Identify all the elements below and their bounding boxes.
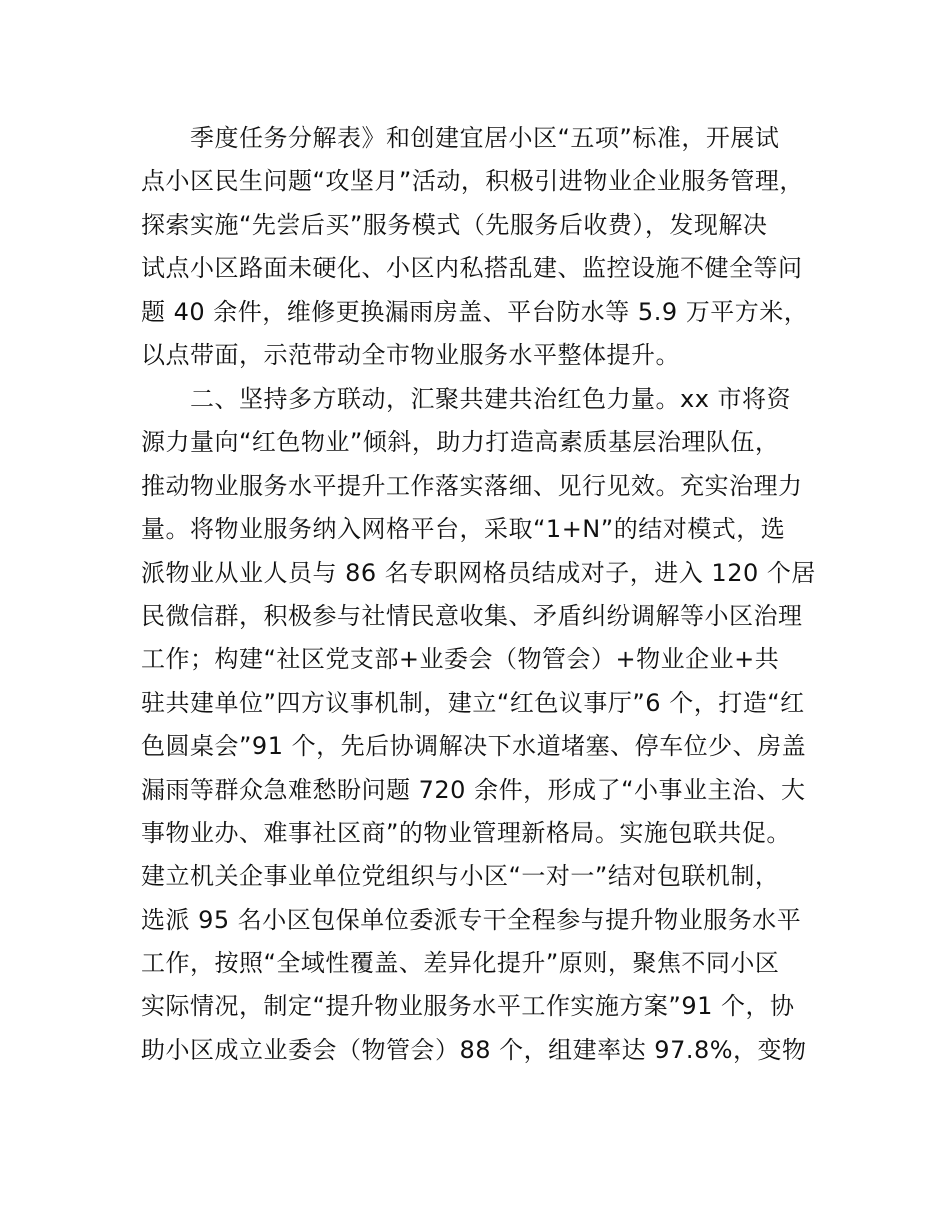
text-line: 工作；构建“社区党支部+业委会（物管会）+物业企业+共 [141,645,780,674]
text-line: 以点带面，示范带动全市物业服务水平整体提升。 [141,340,680,369]
text-line: 探索实施“先尝后买”服务模式（先服务后收费），发现解决 [141,210,768,239]
text-line: 源力量向“红色物业”倾斜，助力打造高素质基层治理队伍， [141,428,780,457]
text-line: 题 40 余件，维修更换漏雨房盖、平台防水等 5.9 万平方米， [141,297,809,326]
text-line: 推动物业服务水平提升工作落实落细、见行见效。充实治理力 [141,471,803,500]
text-line: 季度任务分解表》和创建宜居小区“五项”标准，开展试 [141,124,780,152]
text-line: 二、坚持多方联动，汇聚共建共治红色力量。xx 市将资 [141,385,792,413]
text-line: 驻共建单位”四方议事机制，建立“红色议事厅”6 个，打造“红 [141,688,805,717]
text-line: 事物业办、难事社区商”的物业管理新格局。实施包联共促。 [141,818,791,847]
text-line: 选派 95 名小区包保单位委派专干全程参与提升物业服务水平 [141,905,802,934]
text-line: 点小区民生问题“攻坚月”活动，积极引进物业企业服务管理， [141,167,804,196]
text-line: 实际情况，制定“提升物业服务水平工作实施方案”91 个，协 [141,992,795,1021]
text-line: 试点小区路面未硬化、小区内私搭乱建、监控设施不健全等问 [141,254,803,283]
paragraph-2 [141,378,841,1072]
text-line: 色圆桌会”91 个，先后协调解决下水道堵塞、停车位少、房盖 [141,732,807,761]
text-line: 漏雨等群众急难愁盼问题 720 余件，形成了“小事业主治、大 [141,775,806,804]
text-line: 量。将物业服务纳入网格平台，采取“1+N”的结对模式，选 [141,515,786,544]
paragraph-1 [141,117,841,377]
text-line: 工作，按照“全域性覆盖、差异化提升”原则，聚焦不同小区 [141,949,780,978]
text-line: 派物业从业人员与 86 名专职网格员结成对子，进入 120 个居 [141,558,816,587]
text-line: 助小区成立业委会（物管会）88 个，组建率达 97.8%，变物 [141,1035,807,1064]
text-line: 民微信群，积极参与社情民意收集、矛盾纠纷调解等小区治理 [141,601,803,630]
text-line: 建立机关企事业单位党组织与小区“一对一”结对包联机制， [141,862,780,891]
